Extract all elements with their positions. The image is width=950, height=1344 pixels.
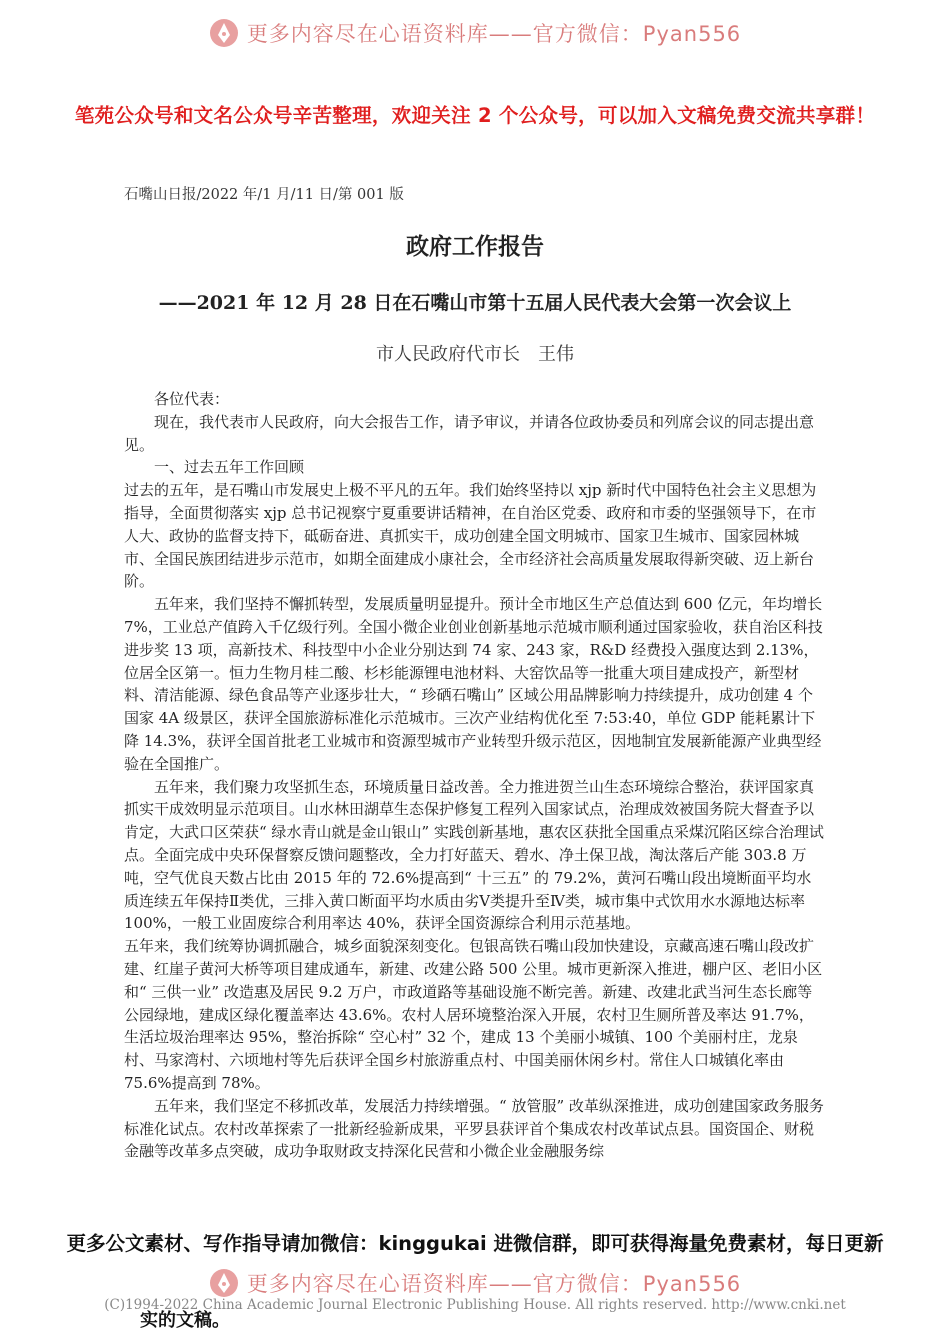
paragraph: 过去的五年，是石嘴山市发展史上极不平凡的五年。我们始终坚持以 xjp 新时代中国特色社会主义思想为指导，全面贯彻落实 xjp 总书记视察宁夏重要讲话精神，在自治区党委、政府和市委的坚强领导下，在市人大、政协的监督支持下，砥砺奋进、真抓实干，成功创建全国文明城市、国家卫生城市、国家园林城市、全国民族团结进步示范市，如期全面建成小康社会，全市经济社会高质量发展取得新突破、迈上新台阶。	[124, 481, 817, 591]
document-title: 政府工作报告	[406, 234, 544, 260]
footer-promo-banner: 更多公文素材、写作指导请加微信：kinggukai 进微信群，即可获得海量免费素材，每日更新	[66, 1232, 884, 1255]
red-notice-banner: 笔苑公众号和文名公众号辛苦整理，欢迎关注 2 个公众号，可以加入文稿免费交流共享群！	[74, 104, 876, 127]
header-logo-text: 更多内容尽在心语资料库——官方微信：Pyan556	[246, 22, 742, 46]
paragraph: 现在，我代表市人民政府，向大会报告工作，请予审议，并请各位政协委员和列席会议的同志提出意见。	[124, 412, 815, 454]
pen-nib-logo-icon	[209, 18, 239, 48]
paragraph: 五年来，我们坚定不移抓改革，发展活力持续增强。“ 放管服” 改革纵深推进，成功创建国家政务服务标准化试点。农村改革探索了一批新经验新成果，平罗县获评首个集成农村改革试点县。国资国企、财税金融等改革多点突破，成功争取财政支持深化民营和小微企业金融服务综	[124, 1096, 824, 1161]
document-subtitle: ——2021 年 12 月 28 日在石嘴山市第十五届人民代表大会第一次会议上	[158, 292, 792, 314]
copyright-line: (C)1994-2022 China Academic Journal Electronic Publishing House. All rights reserved. http://www.cnki.net	[104, 1297, 846, 1313]
overflow-text: 实的文稿。	[140, 1310, 230, 1331]
document-author: 市人民政府代市长 王伟	[376, 344, 574, 365]
footer-logo-text: 更多内容尽在心语资料库——官方微信：Pyan556	[246, 1272, 742, 1296]
footer-logo	[0, 1268, 950, 1298]
header-logo	[0, 18, 950, 48]
paragraph: 五年来，我们统筹协调抓融合，城乡面貌深刻变化。包银高铁石嘴山段加快建设，京藏高速石嘴山段改扩建、红崖子黄河大桥等项目建成通车，新建、改建公路 500 公里。城市更新深入推进，棚户区、老旧小区和“ 三供一业” 改造惠及居民 9.2 万户，市政道路等基础设施不断完善。新建、改建北武当河生态长廊等公园绿地，建成区绿化覆盖率达 43.6%。农村人居环境整治深入开展，农村卫生厕所普及率达 91.7%，生活垃圾治理率达 95%，整治拆除“ 空心村” 32 个，建成 13 个美丽小城镇、100 个美丽村庄，龙泉村、马家湾村、六顷地村等先后获评全国乡村旅游重点村、中国美丽休闲乡村。常住人口城镇化率由 75.6%提高到 78%。	[124, 937, 823, 1092]
paragraph: 五年来，我们坚持不懈抓转型，发展质量明显提升。预计全市地区生产总值达到 600 亿元，年均增长 7%，工业总产值跨入千亿级行列。全国小微企业创业创新基地示范城市顺利通过国家验收，获自治区科技进步奖 13 项，高新技术、科技型中小企业分别达到 74 家、243 家，R&D 经费投入强度达到 2.13%，位居全区第一。恒力生物月桂二酸、杉杉能源锂电池材料、大窑饮品等一批重大项目建成投产，新型材料、清洁能源、绿色食品等产业逐步壮大，“ 珍硒石嘴山” 区域公用品牌影响力持续提升，成功创建 4 个国家 4A 级景区，获评全国旅游标准化示范城市。三次产业结构优化至 7:53:40，单位 GDP 能耗累计下降 14.3%，获评全国首批老工业城市和资源型城市产业转型升级示范区，因地制宜发展新能源产业典型经验在全国推广。	[124, 595, 823, 773]
source-line: 石嘴山日报/2022 年/1 月/11 日/第 001 版	[124, 187, 404, 203]
pen-nib-logo-icon	[209, 1268, 239, 1298]
paragraph: 五年来，我们聚力攻坚抓生态，环境质量日益改善。全力推进贺兰山生态环境综合整治，获评国家真抓实干成效明显示范项目。山水林田湖草生态保护修复工程列入国家试点，治理成效被国务院大督查予以肯定，大武口区荣获“ 绿水青山就是金山银山” 实践创新基地，惠农区获批全国重点采煤沉陷区综合治理试点。全面完成中央环保督察反馈问题整改，全力打好蓝天、碧水、净土保卫战，淘汰落后产能 303.8 万吨，空气优良天数占比由 2015 年的 72.6%提高到“ 十三五” 的 79.2%，黄河石嘴山段出境断面平均水质连续五年保持Ⅱ类优，三排入黄口断面平均水质由劣Ⅴ类提升至Ⅳ类，城市集中式饮用水水源地达标率 100%，一般工业固废综合利用率达 40%，获评全国资源综合利用示范基地。	[124, 777, 824, 933]
section-heading: 一、过去五年工作回顾	[154, 458, 305, 477]
paragraph: 各位代表：	[154, 390, 230, 408]
document-body	[124, 388, 824, 1163]
